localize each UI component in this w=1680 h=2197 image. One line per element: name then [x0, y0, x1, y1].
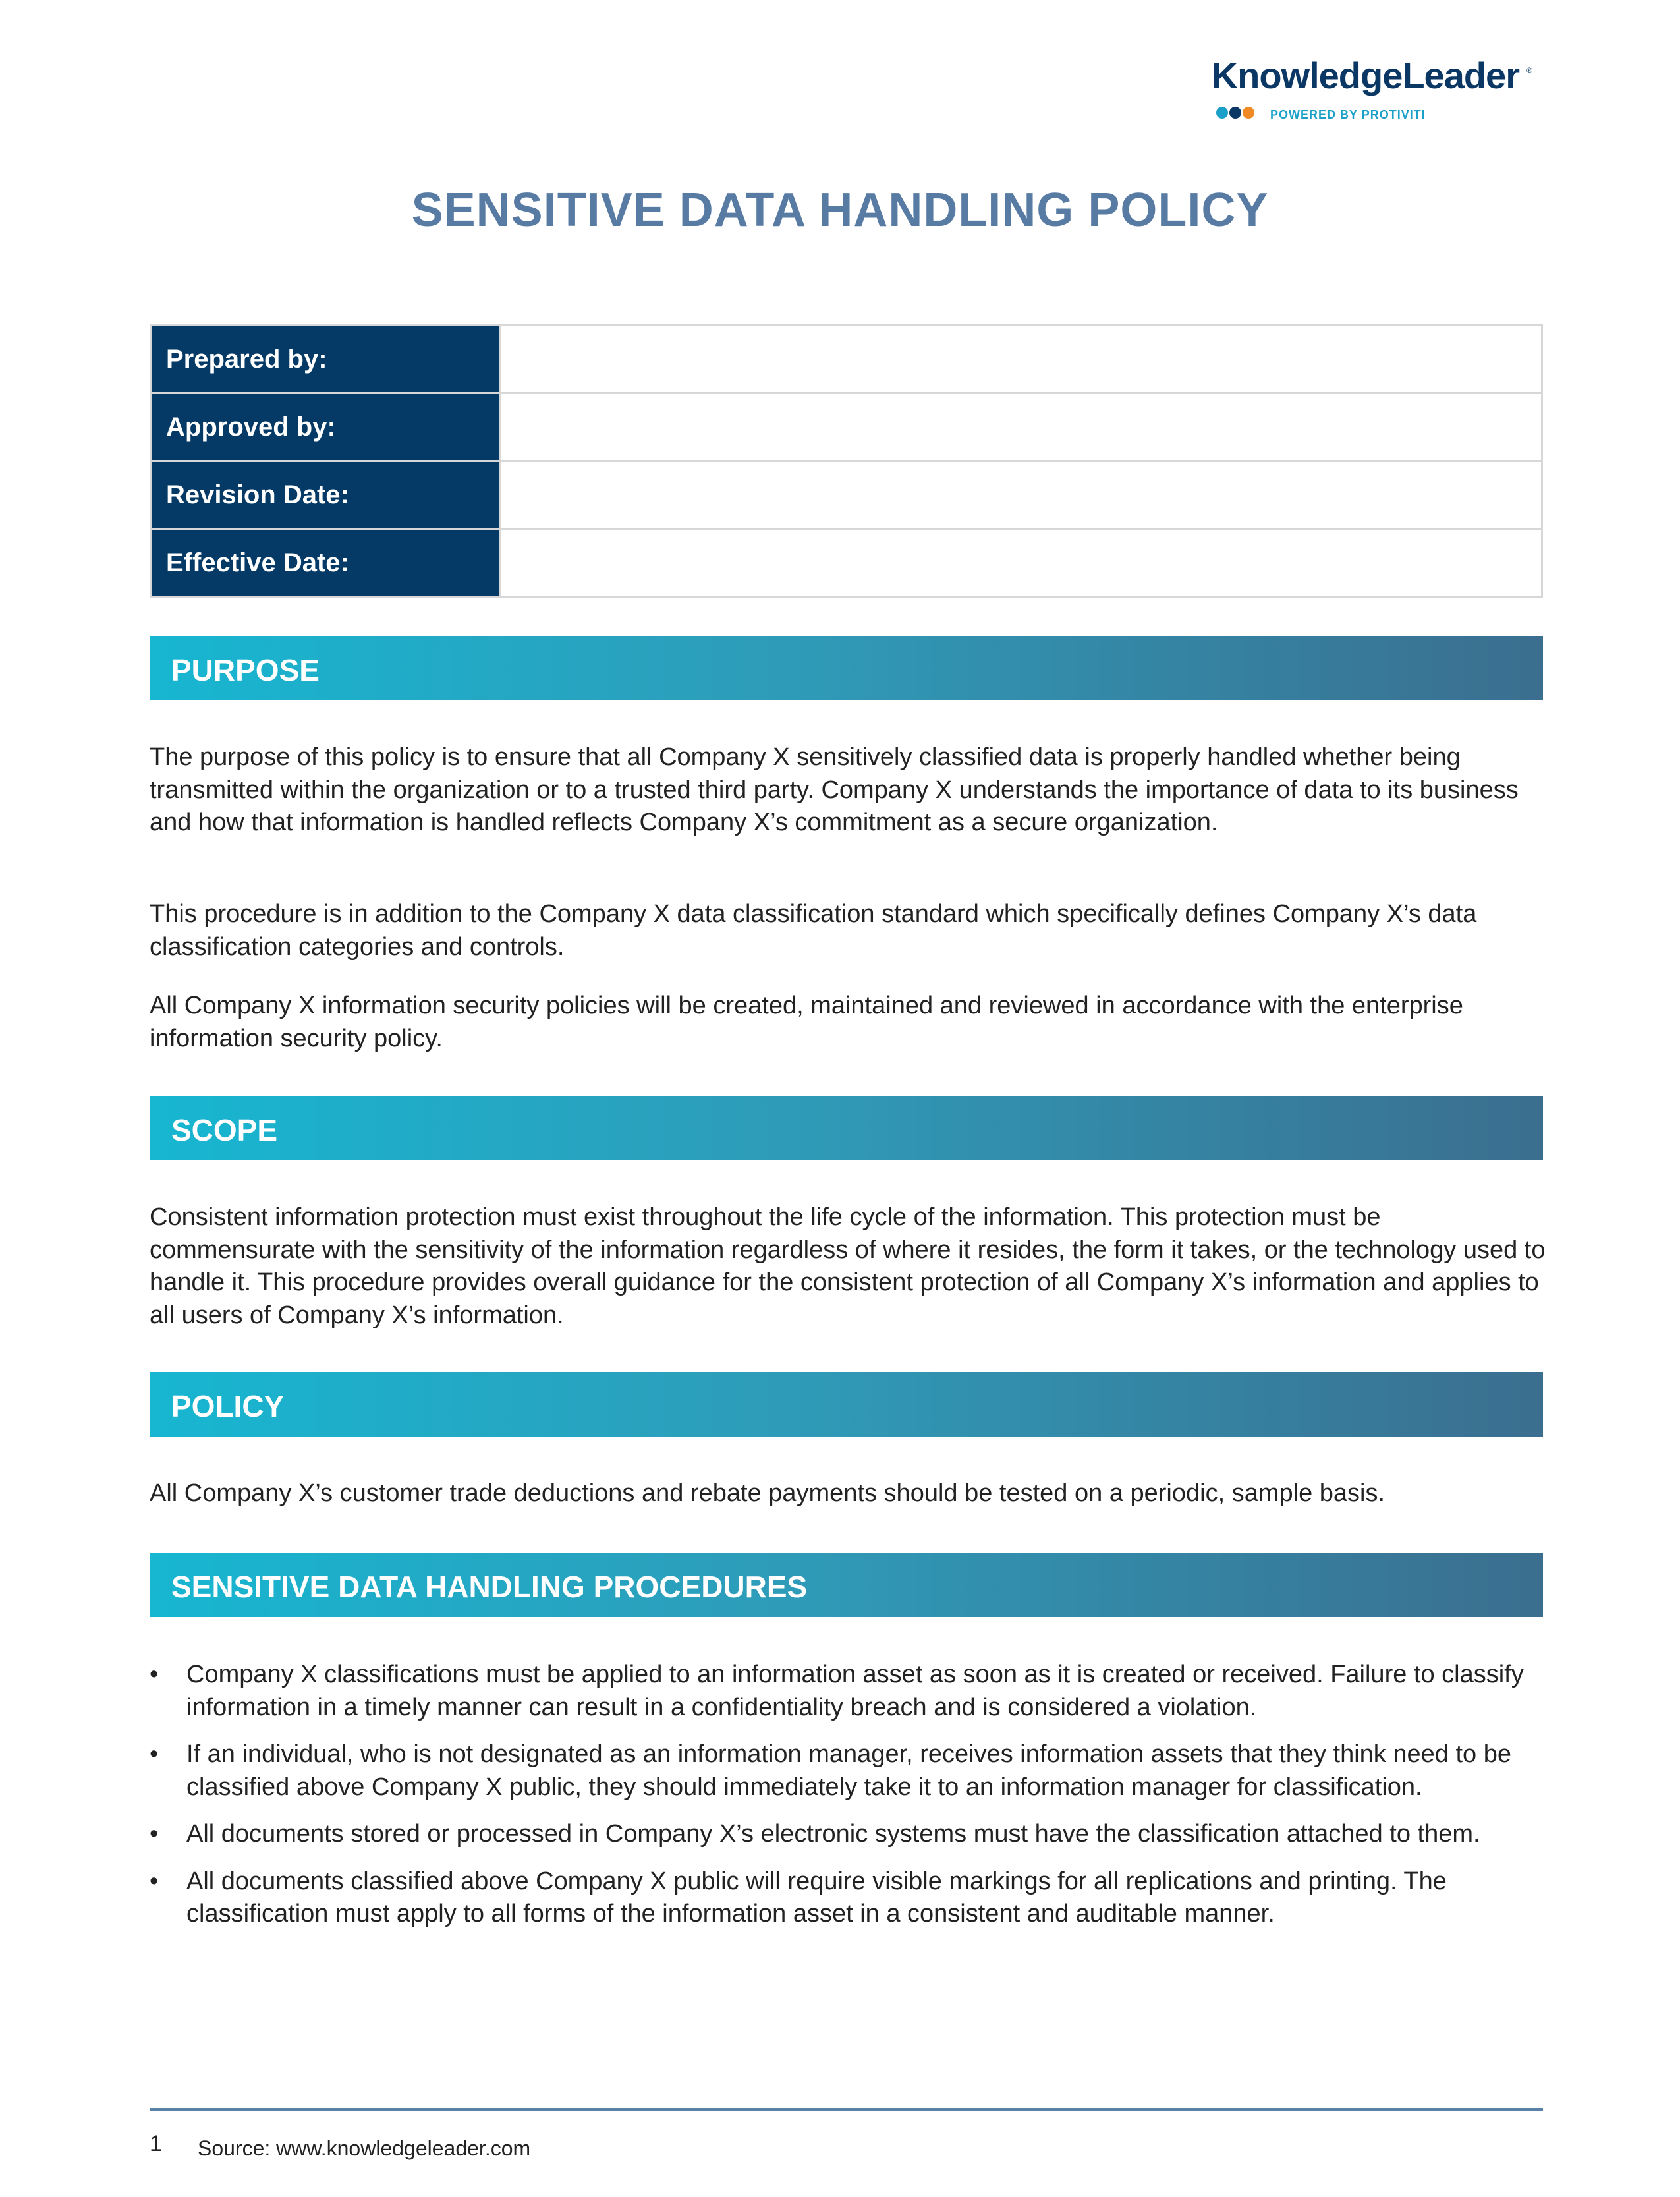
policy-paragraph: All Company X’s customer trade deductions and rebate payments should be tested on a periodic, sample basis.: [150, 1479, 1386, 1507]
knowledgeleader-logo: [1211, 54, 1532, 127]
purpose-paragraph-1: The purpose of this policy is to ensure that all Company X sensitively classified data is properly handled whether being transmitted within the organization or to a trusted third party. Company X understands the importance of data to its business and how that information is handled reflects Company X’s commitment as a secure organization.: [150, 743, 1519, 836]
footer-source: Source: www.knowledgeleader.com: [198, 2136, 531, 2160]
purpose-paragraph-3: All Company X information security policies will be created, maintained and reviewed in accordance with the enterprise information security policy.: [150, 992, 1463, 1052]
logo-dot: [1216, 107, 1228, 119]
procedures-list: [150, 1659, 1546, 1945]
purpose-heading: PURPOSE: [150, 636, 1543, 700]
scope-paragraph: Consistent information protection must exist throughout the life cycle of the information. This protection must be commensurate with the sensitivity of the information regardless of where it resides, the form it takes, or the technology used to handle it. This procedure provides overall guidance for the consistent protection of all Company X’s information and applies to all users of Company X’s information.: [150, 1203, 1546, 1329]
footer-divider: [150, 2108, 1543, 2111]
table-row: [151, 461, 1542, 529]
approved-by-label: Approved by:: [151, 393, 500, 461]
logo-dot: [1229, 107, 1241, 119]
prepared-by-value: [500, 326, 1542, 393]
purpose-paragraph-2: This procedure is in addition to the Company X data classification standard which specifically defines Company X’s data classification categories and controls.: [150, 900, 1477, 961]
document-info-table: [150, 324, 1543, 598]
list-item: [150, 1659, 1546, 1724]
list-item: [150, 1818, 1546, 1851]
logo-wordmark: KnowledgeLeader: [1211, 55, 1519, 96]
table-row: [151, 529, 1542, 597]
bullet-icon: •: [150, 1867, 159, 1895]
list-item-text: All documents stored or processed in Company X’s electronic systems must have the classification attached to them.: [186, 1820, 1480, 1848]
page-number: 1: [150, 2131, 162, 2156]
list-item: [150, 1738, 1546, 1804]
revision-date-value: [500, 461, 1542, 529]
procedures-heading: SENSITIVE DATA HANDLING PROCEDURES: [150, 1553, 1543, 1617]
list-item: [150, 1866, 1546, 1931]
effective-date-value: [500, 529, 1542, 597]
list-item-text: Company X classifications must be applied to an information asset as soon as it is created or received. Failure to classify information in a timely manner can result in a confidentiality breach and is considered a violation.: [186, 1661, 1524, 1721]
bullet-icon: •: [150, 1820, 159, 1848]
logo-registered-mark: ®: [1526, 66, 1532, 75]
table-row: [151, 393, 1542, 461]
logo-dot: [1243, 107, 1254, 119]
approved-by-value: [500, 393, 1542, 461]
table-row: [151, 326, 1542, 393]
effective-date-label: Effective Date:: [151, 529, 500, 597]
bullet-icon: •: [150, 1661, 159, 1688]
logo-tagline: POWERED BY PROTIVITI: [1270, 108, 1426, 121]
list-item-text: If an individual, who is not designated as an information manager, receives information assets that they think need to be classified above Company X public, they should immediately take it to an information manager for classification.: [186, 1740, 1511, 1801]
scope-heading: SCOPE: [150, 1096, 1543, 1160]
bullet-icon: •: [150, 1740, 159, 1768]
policy-heading: POLICY: [150, 1372, 1543, 1437]
prepared-by-label: Prepared by:: [151, 326, 500, 393]
logo-dots-icon: [1216, 107, 1256, 120]
revision-date-label: Revision Date:: [151, 461, 500, 529]
list-item-text: All documents classified above Company X public will require visible markings for all replications and printing. The classification must apply to all forms of the information asset in a consistent and auditable manner.: [186, 1867, 1447, 1927]
document-title: SENSITIVE DATA HANDLING POLICY: [411, 184, 1269, 237]
